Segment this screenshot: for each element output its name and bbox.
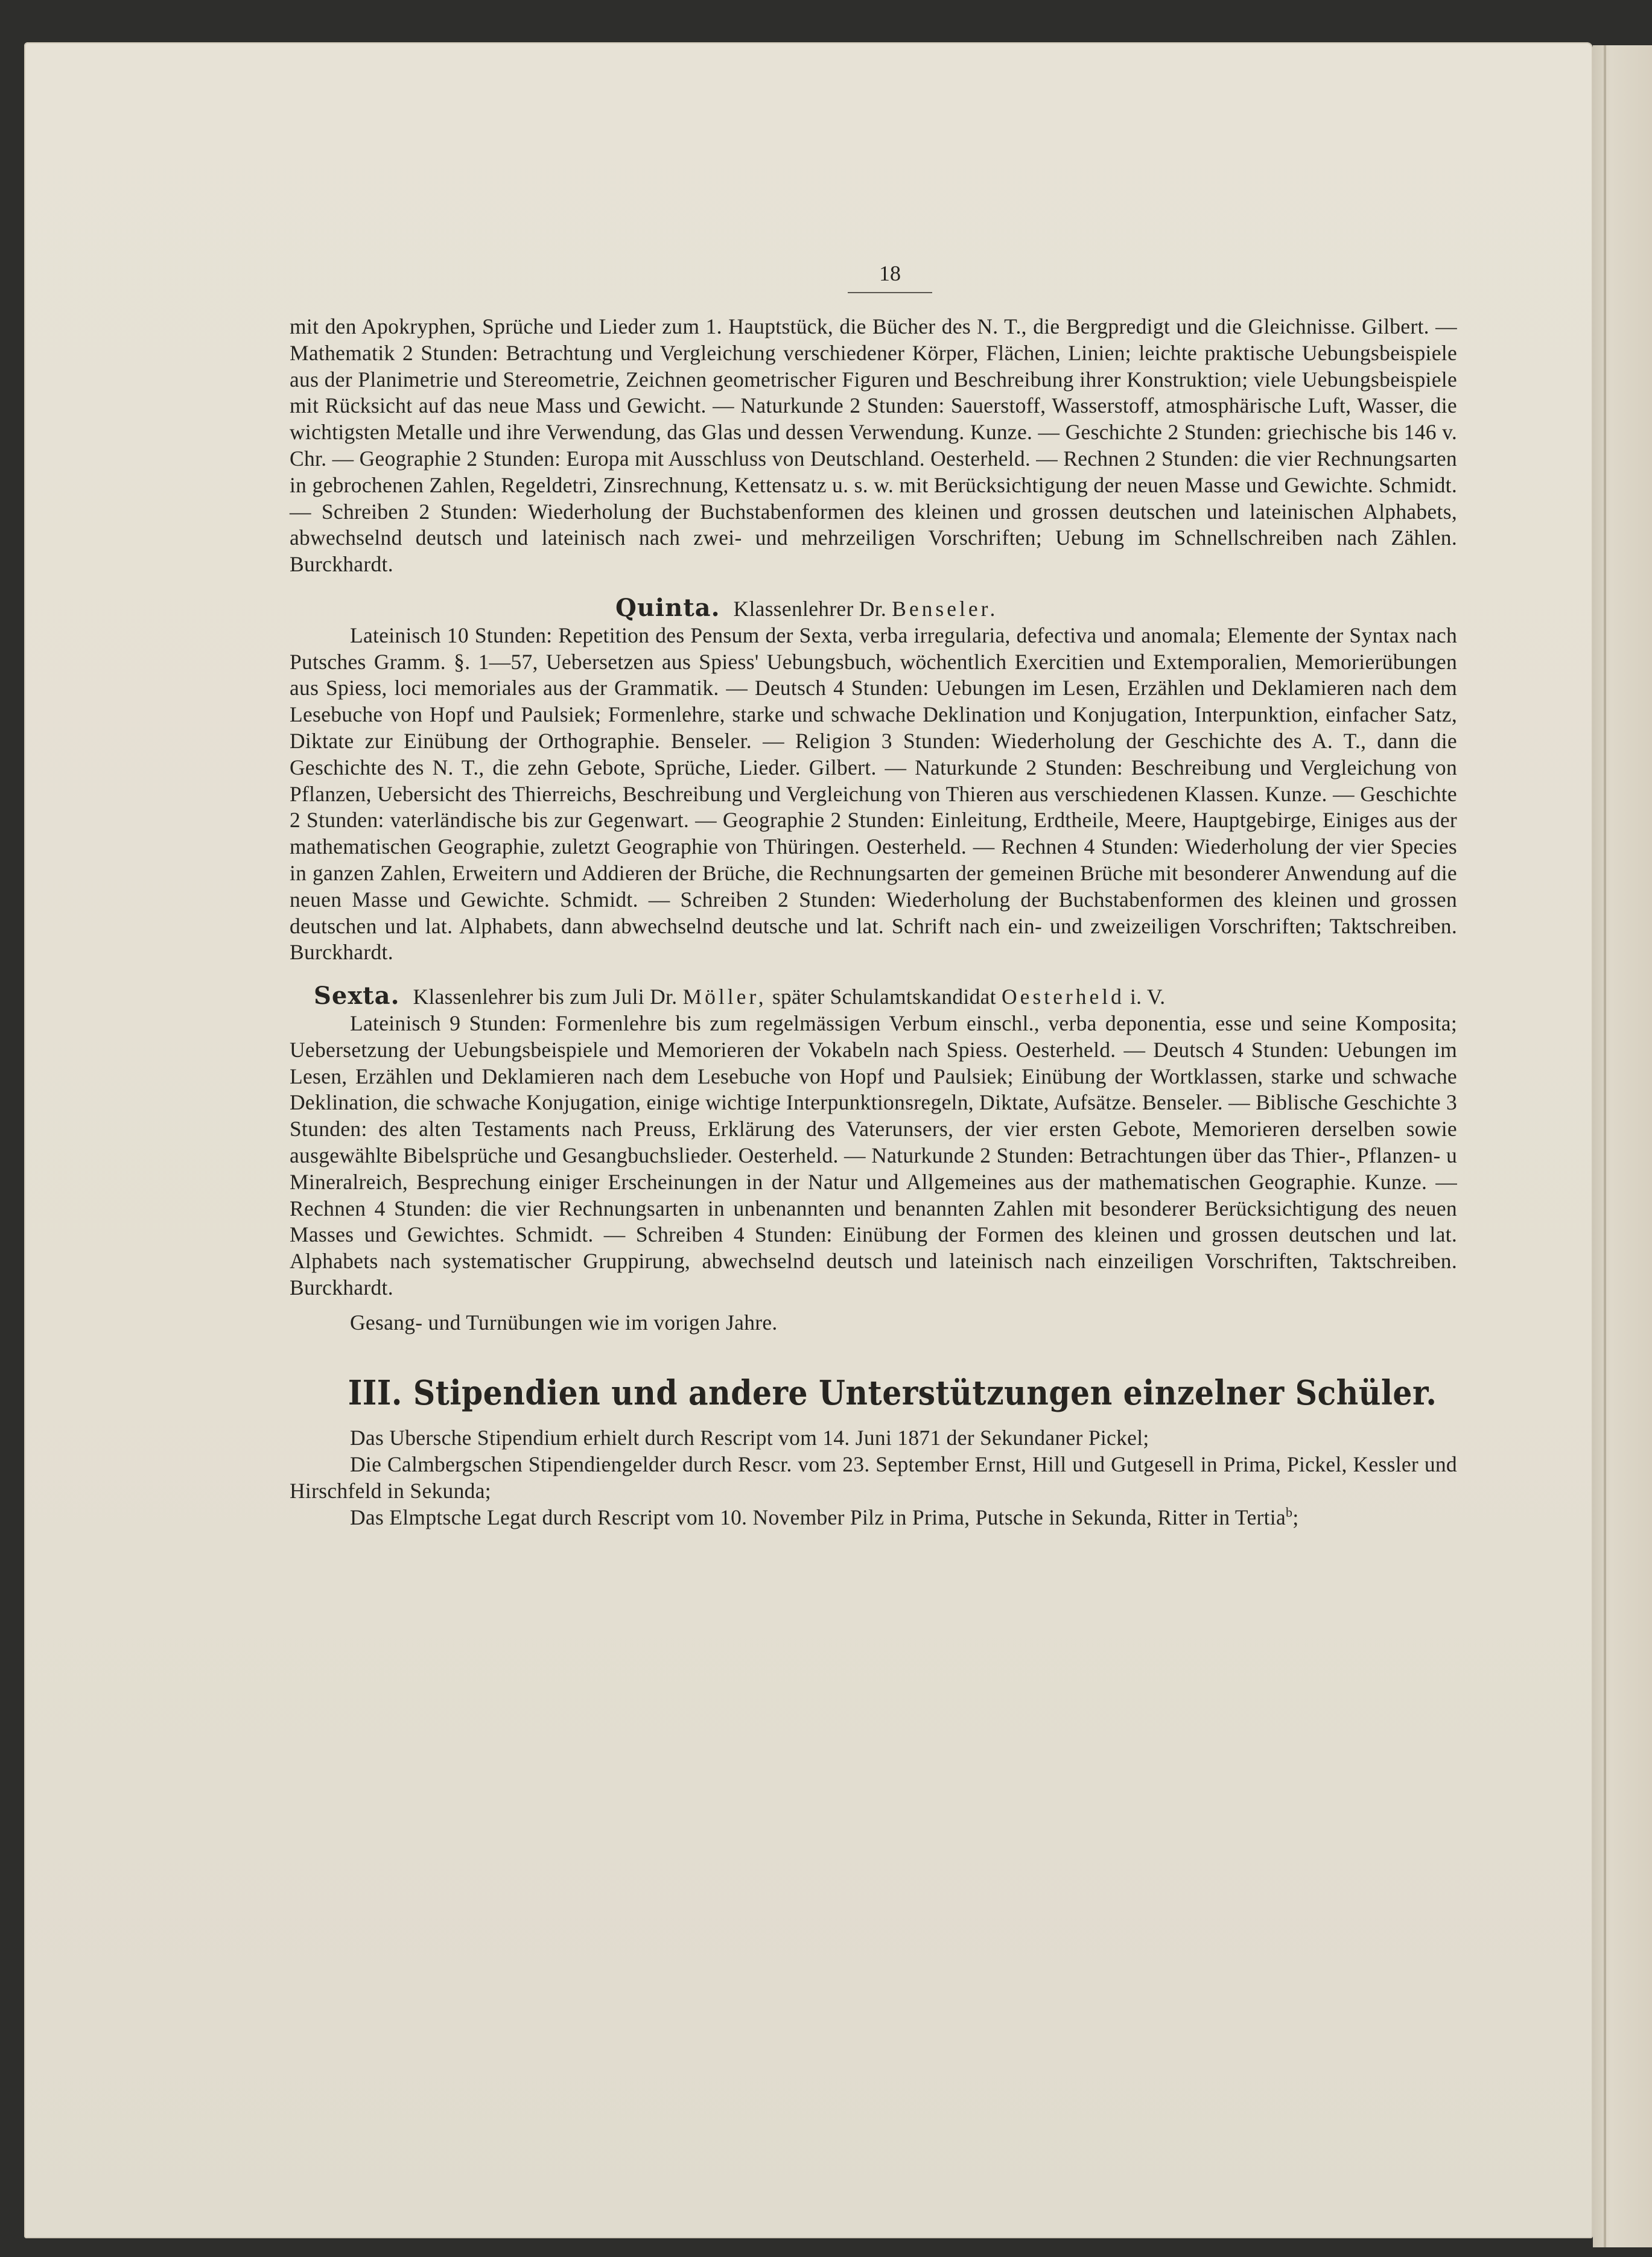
sexta-teacher-name-2: Oesterheld: [1002, 985, 1125, 1009]
sexta-teacher-suffix: i. V.: [1130, 985, 1166, 1009]
stipend-paragraph-3-text: Das Elmptsche Legat durch Rescript vom 10. November Pilz in Prima, Putsche in Sekunda, Ritter in Tertia: [350, 1505, 1286, 1529]
section-3-heading: III. Stipendien und andere Unterstützungen einzelner Schüler.: [348, 1373, 1437, 1414]
religion-continuation-paragraph: mit den Apokryphen, Sprüche und Lieder zum 1. Hauptstück, die Bücher des N. T., die Bergpredigt und die Gleichnisse. Gilbert. — Mathematik 2 Stunden: Betrachtung und Vergleichung verschiedener Körper, Flächen, Linien; leichte praktische Uebungsbeispiele aus der Planimetrie und Stereometrie, Zeichnen geometrischer Figuren und Beschreibung ihrer Konstruktion; viele Uebungsbeispiele mit Rücksicht auf das neue Mass und Gewicht. — Naturkunde 2 Stunden: Sauerstoff, Wasserstoff, atmosphärische Luft, Wasser, die wichtigsten Metalle und ihre Verwendung, das Glas und dessen Verwendung. Kunze. — Geschichte 2 Stunden: griechische bis 146 v. Chr. — Geographie 2 Stunden: Europa mit Ausschluss von Deutschland. Oesterheld. — Rechnen 2 Stunden: die vier Rechnungsarten in gebrochenen Zahlen, Regeldetri, Zinsrechnung, Kettensatz u. s. w. mit Berücksichtigung der neuen Masse und Gewichte. Schmidt. — Schreiben 2 Stunden: Wiederholung der Buchstabenformen des kleinen und grossen deutschen und lateinischen Alphabets, abwechselnd deutsch und lateinisch nach zwei- und mehrzeiligen Vorschriften; Uebung im Schnellschreiben nach Zählen. Burckhardt.: [290, 314, 1457, 577]
quinta-teacher-label: Klassenlehrer Dr.: [733, 596, 887, 621]
stipend-paragraph-3-end: ;: [1292, 1505, 1299, 1529]
sexta-teacher-label: Klassenlehrer bis zum Juli Dr.: [413, 985, 678, 1009]
sexta-body: Lateinisch 9 Stunden: Formenlehre bis zum regelmässigen Verbum einschl., verba deponentia, esse und seine Komposita; Uebersetzung der Uebungsbeispiele und Memorieren der Vokabeln nach Spiess. Oesterheld. — Deutsch 4 Stunden: Uebungen im Lesen, Erzählen und Deklamieren nach dem Lesebuche von Hopf und Paulsiek; Einübung der Wortklassen, starke und schwache Deklination, die schwache Konjugation, einige wichtige Interpunktionsregeln, Diktate, Aufsätze. Benseler. — Biblische Geschichte 3 Stunden: des alten Testaments nach Preuss, Erklärung des Vaterunsers, der vier ersten Gebote, Memorieren derselben sowie ausgewählte Bibelsprüche und Gesangbuchslieder. Oesterheld. — Naturkunde 2 Stunden: Betrachtungen über das Thier-, Pflanzen- u Mineralreich, Besprechung einiger Erscheinungen in der Natur und Allgemeines aus der mathematischen Geographie. Kunze. — Rechnen 4 Stunden: die vier Rechnungsarten in unbenannten und benannten Zahlen mit besonderer Berücksichtigung des neuen Masses und Gewichtes. Schmidt. — Schreiben 4 Stunden: Einübung der Formen des kleinen und grossen deutschen und lat. Alphabets nach systematischer Gruppirung, abwechselnd deutsch und lateinisch nach einzeiligen Vorschriften, Taktschreiben. Burckhardt.: [290, 1011, 1457, 1300]
next-page-edge: [1593, 45, 1652, 2247]
stipend-paragraph-2: Die Calmbergschen Stipendiengelder durch Rescr. vom 23. September Ernst, Hill und Gutgesell in Prima, Pickel, Kessler und Hirschfeld in Sekunda;: [290, 1452, 1457, 1503]
quinta-heading: [290, 595, 1457, 623]
gesang-paragraph: Gesang- und Turnübungen wie im vorigen Jahre.: [350, 1310, 778, 1335]
sexta-title: Sexta.: [314, 982, 400, 1011]
sexta-teacher-mid: später Schulamtskandidat: [772, 985, 996, 1009]
page-number: 18: [879, 261, 901, 285]
page-number-rule: [848, 292, 932, 293]
page-content: [290, 314, 1457, 1531]
stipend-paragraph-3: [290, 1505, 1457, 1531]
sexta-section: [290, 983, 1457, 1336]
quinta-teacher-name: Benseler.: [892, 596, 999, 621]
stipend-paragraph-1: Das Ubersche Stipendium erhielt durch Rescript vom 14. Juni 1871 der Sekundaner Pickel;: [350, 1426, 1149, 1450]
quinta-section: [290, 595, 1457, 966]
sexta-teacher-name-1: Möller,: [682, 985, 767, 1009]
quinta-title: Quinta.: [615, 593, 720, 622]
sexta-heading: [290, 983, 1457, 1011]
footnote-marker: b: [1286, 1505, 1293, 1520]
quinta-body: Lateinisch 10 Stunden: Repetition des Pensum der Sexta, verba irregularia, defectiva und anomala; Elemente der Syntax nach Putsches Gramm. §. 1—57, Uebersetzen aus Spiess' Uebungsbuch, wöchentlich Exercitien und Extemporalien, Memorierübungen aus Spiess, loci memoriales aus der Grammatik. — Deutsch 4 Stunden: Uebungen im Lesen, Erzählen und Deklamieren nach dem Lesebuche von Hopf und Paulsiek; Formenlehre, starke und schwache Deklination und Konjugation, Interpunktion, einfacher Satz, Diktate zur Einübung der Orthographie. Benseler. — Religion 3 Stunden: Wiederholung der Geschichte des A. T., dann die Geschichte des N. T., die zehn Gebote, Sprüche, Lieder. Gilbert. — Naturkunde 2 Stunden: Beschreibung und Vergleichung von Pflanzen, Uebersicht des Thierreichs, Beschreibung und Vergleichung von Thieren aus verschiedenen Klassen. Kunze. — Geschichte 2 Stunden: vaterländische bis zur Gegenwart. — Geographie 2 Stunden: Einleitung, Erdtheile, Meere, Hauptgebirge, Einiges aus der mathematischen Geographie, zuletzt Geographie von Thüringen. Oesterheld. — Rechnen 4 Stunden: Wiederholung der vier Species in ganzen Zahlen, Erweitern und Addieren der Brüche, die Rechnungsarten der gemeinen Brüche mit besonderer Anwendung auf die neuen Masse und Gewichte. Schmidt. — Schreiben 2 Stunden: Wiederholung der Buchstabenformen des kleinen und grossen deutschen und lat. Alphabets, dann abwechselnd deutsche und lat. Schrift nach ein- und zweizeiligen Vorschriften; Taktschreiben. Burckhardt.: [290, 623, 1457, 965]
